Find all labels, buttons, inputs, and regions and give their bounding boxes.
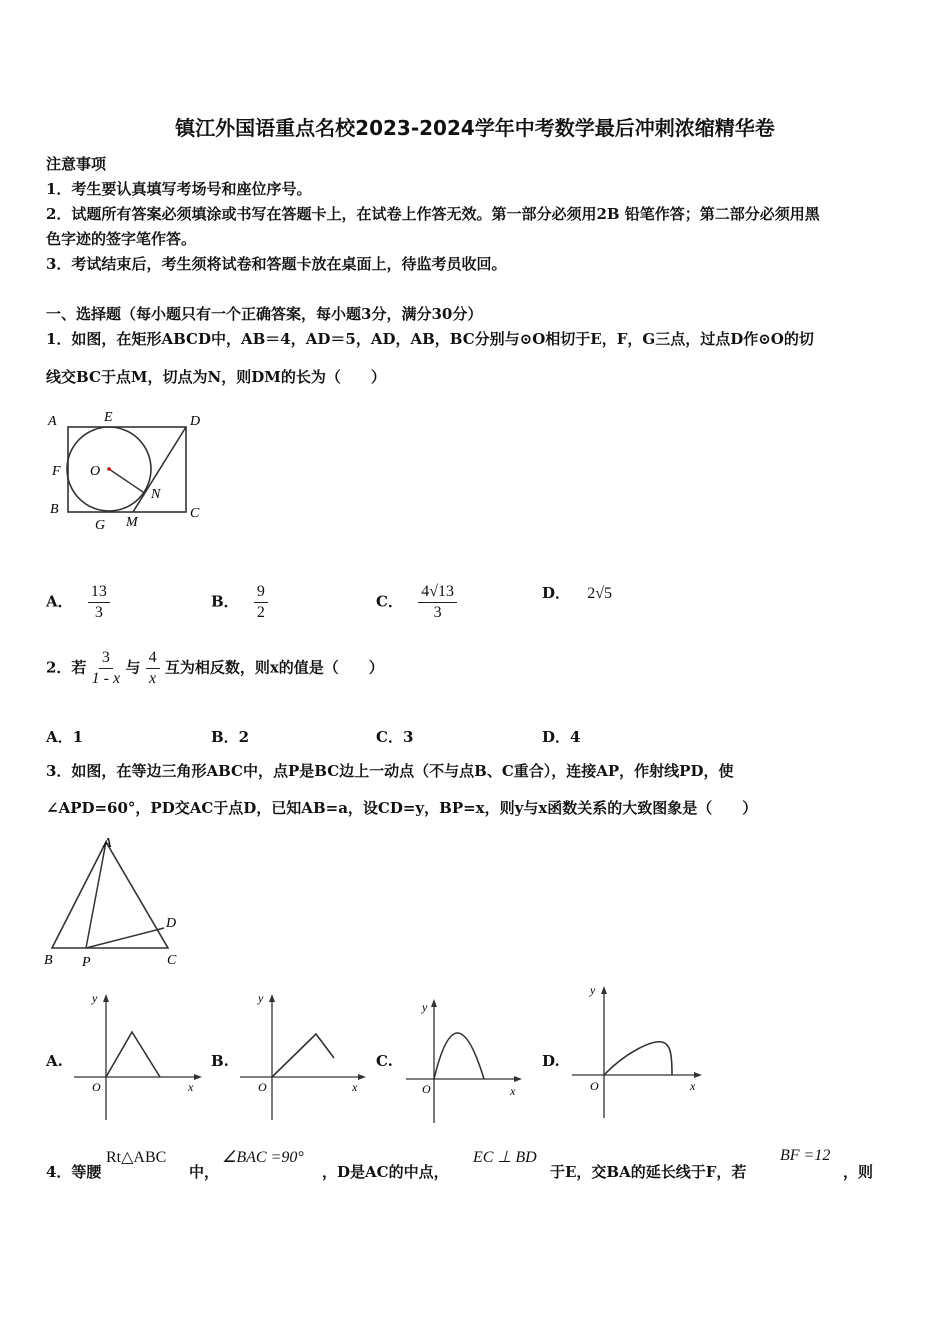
q1-text-line1: 1．如图，在矩形ABCD中，AB＝4，AD＝5，AD，AB，BC分别与⊙O相切于E，F，G三点，过点D作⊙O的切 xyxy=(46,330,814,348)
axis-x-label: x xyxy=(188,1080,194,1094)
q1-label-b: B xyxy=(50,502,59,517)
q3-label-d: D xyxy=(166,916,177,931)
fraction-4-over-x: $\frac{4}{x}$ xyxy=(146,648,160,689)
notice-item: 色字迹的签字笔作答。 xyxy=(46,230,197,248)
q1-option-a[interactable] xyxy=(46,582,110,623)
section-heading: 一、选择题（每小题只有一个正确答案，每小题3分，满分30分） xyxy=(46,305,483,323)
q4-text: 于E，交BA的延长线于F，若 xyxy=(550,1163,747,1181)
option-label: D． xyxy=(542,584,571,602)
q3-label-b: B xyxy=(44,953,53,968)
q3-option-a-graph[interactable] xyxy=(68,988,208,1128)
q2-option-c[interactable]: C．3 xyxy=(376,728,414,746)
q3-label-p: P xyxy=(82,955,91,970)
q1-label-c: C xyxy=(190,506,200,521)
q4-math-perpendicular: EC ⊥ BD xyxy=(473,1149,537,1166)
q1-figure xyxy=(40,405,220,535)
q3-triangle-figure xyxy=(40,830,190,970)
q3-text-line1: 3．如图，在等边三角形ABC中，点P是BC边上一动点（不与点B、C重合），连接AP，作射线PD，使 xyxy=(46,762,734,780)
q1-label-n: N xyxy=(151,487,161,502)
q4-text: ，D是AC的中点， xyxy=(322,1163,449,1181)
axis-x-label: x xyxy=(352,1080,358,1094)
fraction: $\frac{4√13}{3}$ xyxy=(418,582,457,623)
axis-origin-label: O xyxy=(258,1080,267,1094)
q4-prefix: 4．等腰 xyxy=(46,1163,102,1181)
axis-origin-label: O xyxy=(422,1082,431,1096)
notice-item: 3．考试结束后，考生须将试卷和答题卡放在桌面上，待监考员收回。 xyxy=(46,255,507,273)
q3-label-a: A xyxy=(103,836,112,851)
q2-option-d[interactable]: D．4 xyxy=(542,728,581,746)
option-value: 2√5 xyxy=(587,585,613,602)
axis-y-label: y xyxy=(422,1000,428,1014)
q2-option-b[interactable]: B．2 xyxy=(211,728,250,746)
q1-label-g: G xyxy=(95,518,106,533)
axis-y-label: y xyxy=(92,991,98,1005)
notice-item: 2．试题所有答案必须填涂或书写在答题卡上，在试卷上作答无效。第一部分必须用2B 铅笔作答；第二部分必须用黑 xyxy=(46,205,820,223)
q3-option-b-graph[interactable] xyxy=(234,988,374,1128)
notice-item: 1．考生要认真填写考场号和座位序号。 xyxy=(46,180,312,198)
q3-option-a-label[interactable]: A. xyxy=(46,1052,63,1070)
axis-origin-label: O xyxy=(92,1080,101,1094)
q4-text: ，则 xyxy=(843,1163,874,1181)
q3-option-b-label[interactable]: B. xyxy=(211,1052,229,1070)
q1-label-m: M xyxy=(126,515,138,530)
fraction: $\frac{9}{2}$ xyxy=(254,582,268,623)
q3-option-c-label[interactable]: C. xyxy=(376,1052,393,1070)
notice-heading: 注意事项 xyxy=(46,155,107,173)
q3-option-d-graph[interactable] xyxy=(566,980,711,1125)
q2-text: 2．若 $\frac{3}{1 - x}$ 与 $\frac{4}{x}$ 互为相反数，则x的值是（ ） xyxy=(46,649,384,687)
option-label: B． xyxy=(211,592,239,611)
q1-option-c[interactable] xyxy=(376,582,457,623)
axis-x-label: x xyxy=(510,1084,516,1098)
q4-text: 中， xyxy=(189,1163,220,1181)
q4-math-triangle: Rt△ABC xyxy=(106,1149,167,1166)
q3-label-c: C xyxy=(167,953,177,968)
q1-option-b[interactable] xyxy=(211,582,268,623)
q3-option-d-label[interactable]: D. xyxy=(542,1052,560,1070)
page-title: 镇江外国语重点名校2023-2024学年中考数学最后冲刺浓缩精华卷 xyxy=(175,116,775,140)
q1-label-d: D xyxy=(190,414,201,429)
axis-origin-label: O xyxy=(590,1079,599,1093)
fraction-3-over-1-minus-x: $\frac{3}{1 - x}$ xyxy=(91,649,121,687)
axis-y-label: y xyxy=(258,991,264,1005)
q1-text-line2: 线交BC于点M，切点为N，则DM的长为（ ） xyxy=(46,368,386,386)
option-label: C． xyxy=(376,592,403,611)
axis-x-label: x xyxy=(690,1079,696,1093)
q4-math-angle: ∠BAC =90° xyxy=(222,1149,304,1166)
q1-label-f: F xyxy=(52,464,61,479)
q4-math-bf: BF =12 xyxy=(780,1147,831,1164)
q3-option-c-graph[interactable] xyxy=(400,993,530,1128)
axis-y-label: y xyxy=(590,983,596,997)
q2-option-a[interactable]: A．1 xyxy=(46,728,84,746)
option-label: A． xyxy=(46,592,73,611)
q1-option-d[interactable] xyxy=(542,582,612,603)
q1-label-a: A xyxy=(48,414,57,429)
q1-label-o: O xyxy=(90,464,101,479)
fraction: $\frac{13}{3}$ xyxy=(88,582,110,623)
q3-text-line2: ∠APD=60°，PD交AC于点D，已知AB=a，设CD=y，BP=x，则y与x函数关系的大致图象是（ ） xyxy=(46,799,758,817)
q1-label-e: E xyxy=(104,410,113,425)
